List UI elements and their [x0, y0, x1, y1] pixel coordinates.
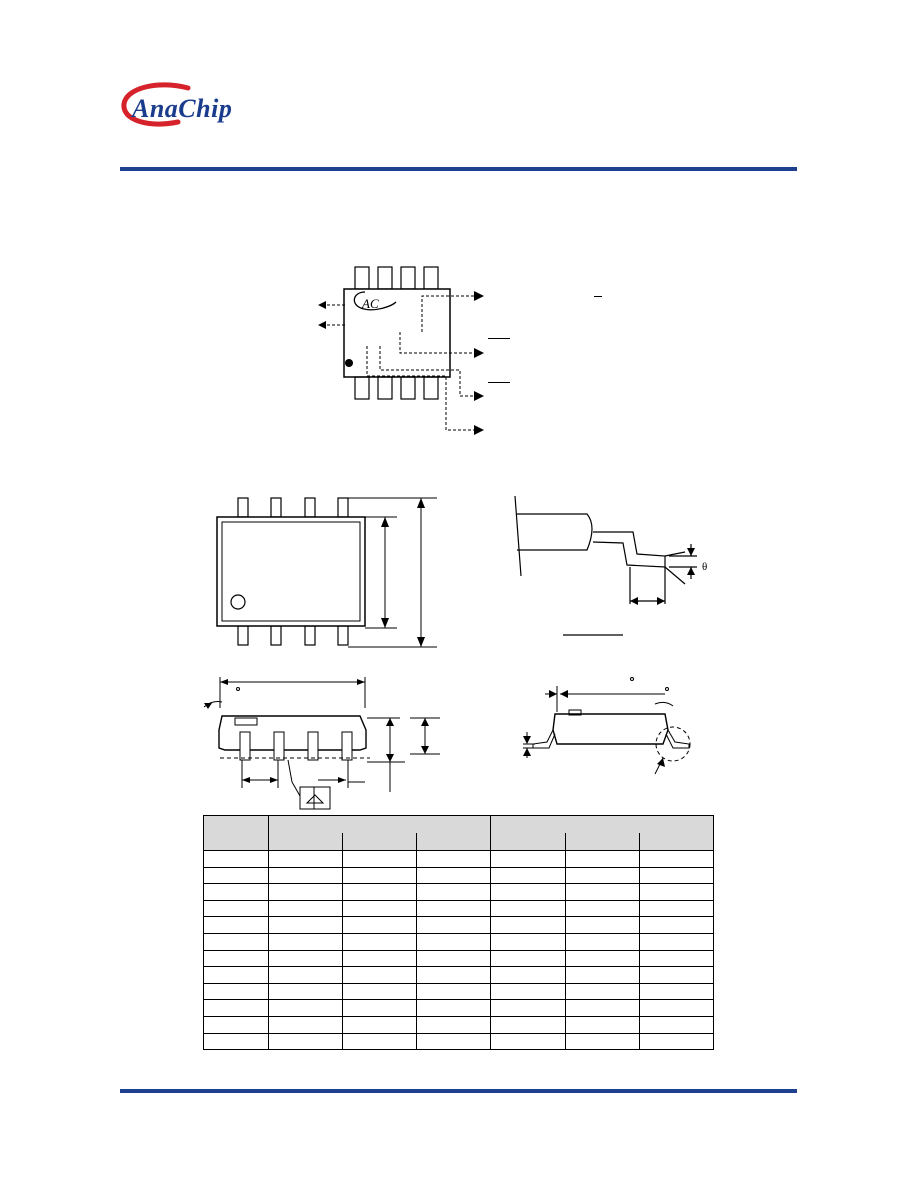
- lead-profile-drawing: [505, 492, 725, 642]
- overbar-mark: [594, 296, 602, 297]
- table-row: [204, 900, 714, 917]
- table-row: [204, 1033, 714, 1050]
- table-header-symbol: [204, 816, 269, 851]
- pin1-dot: [345, 359, 353, 367]
- dimension-table: [203, 815, 714, 1050]
- table-row: [204, 950, 714, 967]
- table-row: [204, 983, 714, 1000]
- company-logo: [118, 80, 268, 132]
- table-row: [204, 851, 714, 868]
- top-pins: [355, 267, 438, 289]
- table-header-group-2: [491, 816, 714, 834]
- table-row: [204, 1016, 714, 1033]
- package-body: [344, 289, 450, 377]
- top-view-drawing: [205, 490, 445, 660]
- table-row: [204, 967, 714, 984]
- table-row: [204, 933, 714, 950]
- table-row: [204, 917, 714, 934]
- overbar-mark: [488, 338, 510, 339]
- front-view-drawing: [200, 672, 450, 812]
- logo-mark-text: AC: [362, 296, 379, 311]
- body-outline: [217, 517, 365, 626]
- table-row: [204, 884, 714, 901]
- header-rule: [120, 167, 797, 171]
- table-row: [204, 1000, 714, 1017]
- brand-name: AnaChip: [132, 94, 233, 123]
- footer-rule: [120, 1089, 797, 1093]
- table-row: [204, 867, 714, 884]
- end-view-drawing: [515, 672, 715, 812]
- theta-symbol: θ: [702, 561, 708, 573]
- table-header-group-1: [269, 816, 491, 834]
- marking-diagram: [310, 262, 510, 442]
- bottom-pins: [355, 377, 438, 399]
- overbar-mark: [488, 382, 510, 383]
